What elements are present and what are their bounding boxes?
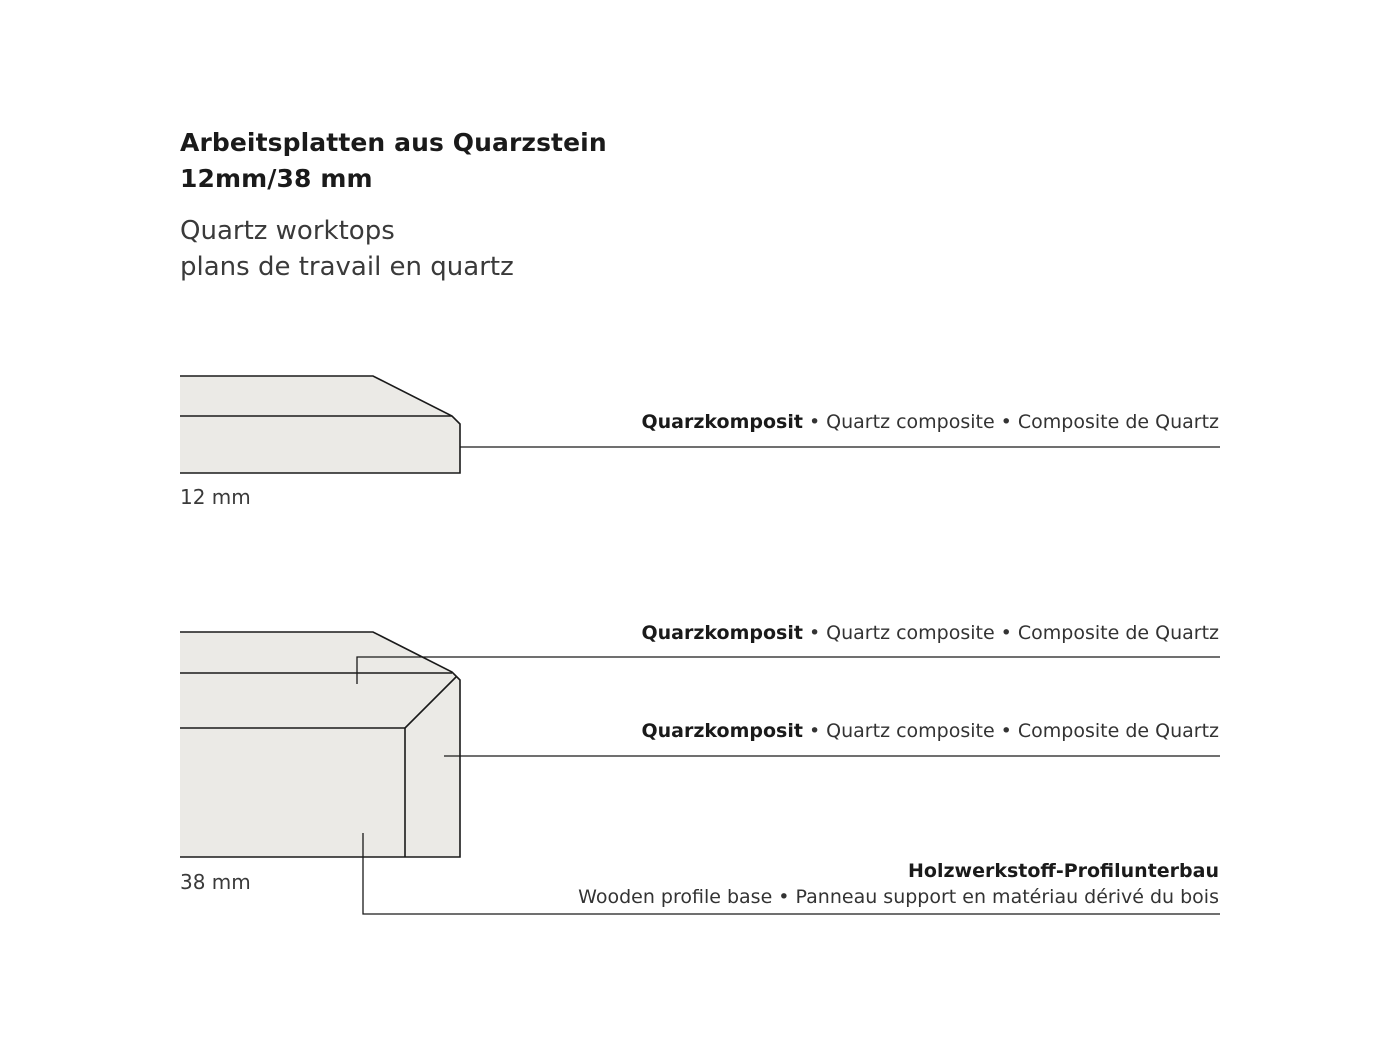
separator: •	[808, 720, 821, 742]
material-name-de: Quarzkomposit	[641, 411, 803, 433]
material-name-en: Quartz composite	[826, 411, 995, 433]
separator: •	[1000, 411, 1012, 433]
leader-line-top-layer	[357, 657, 1220, 684]
separator: •	[1000, 720, 1012, 742]
worktop-38mm-slab	[180, 632, 460, 857]
label-38mm-top-layer	[641, 622, 1219, 644]
subtitle-line-2: plans de travail en quartz	[180, 252, 514, 282]
material-name-en: Quartz composite	[826, 720, 995, 742]
material-name-de: Quarzkomposit	[641, 720, 803, 742]
label-12mm-layer	[641, 411, 1219, 433]
separator: •	[808, 411, 821, 433]
label-38mm-front-layer	[641, 720, 1219, 742]
dimension-label-38mm: 38 mm	[180, 870, 251, 894]
dimension-label-12mm: 12 mm	[180, 485, 251, 509]
material-name-fr: Composite de Quartz	[1017, 411, 1219, 433]
subtitle-line-1: Quartz worktops	[180, 216, 395, 246]
material-name-fr: Composite de Quartz	[1017, 622, 1219, 644]
base-name-de: Holzwerkstoff-Profilunterbau	[908, 860, 1219, 882]
separator: •	[1000, 622, 1012, 644]
separator: •	[808, 622, 821, 644]
label-38mm-base-name	[908, 860, 1219, 882]
title-line-1: Arbeitsplatten aus Quarzstein	[180, 128, 607, 157]
material-name-en: Quartz composite	[826, 622, 995, 644]
label-38mm-base-description: Wooden profile base • Panneau support en matériau dérivé du bois	[578, 886, 1219, 908]
worktop-12mm-slab	[180, 376, 460, 473]
material-name-de: Quarzkomposit	[641, 622, 803, 644]
title-line-2: 12mm/38 mm	[180, 164, 373, 193]
material-name-fr: Composite de Quartz	[1017, 720, 1219, 742]
